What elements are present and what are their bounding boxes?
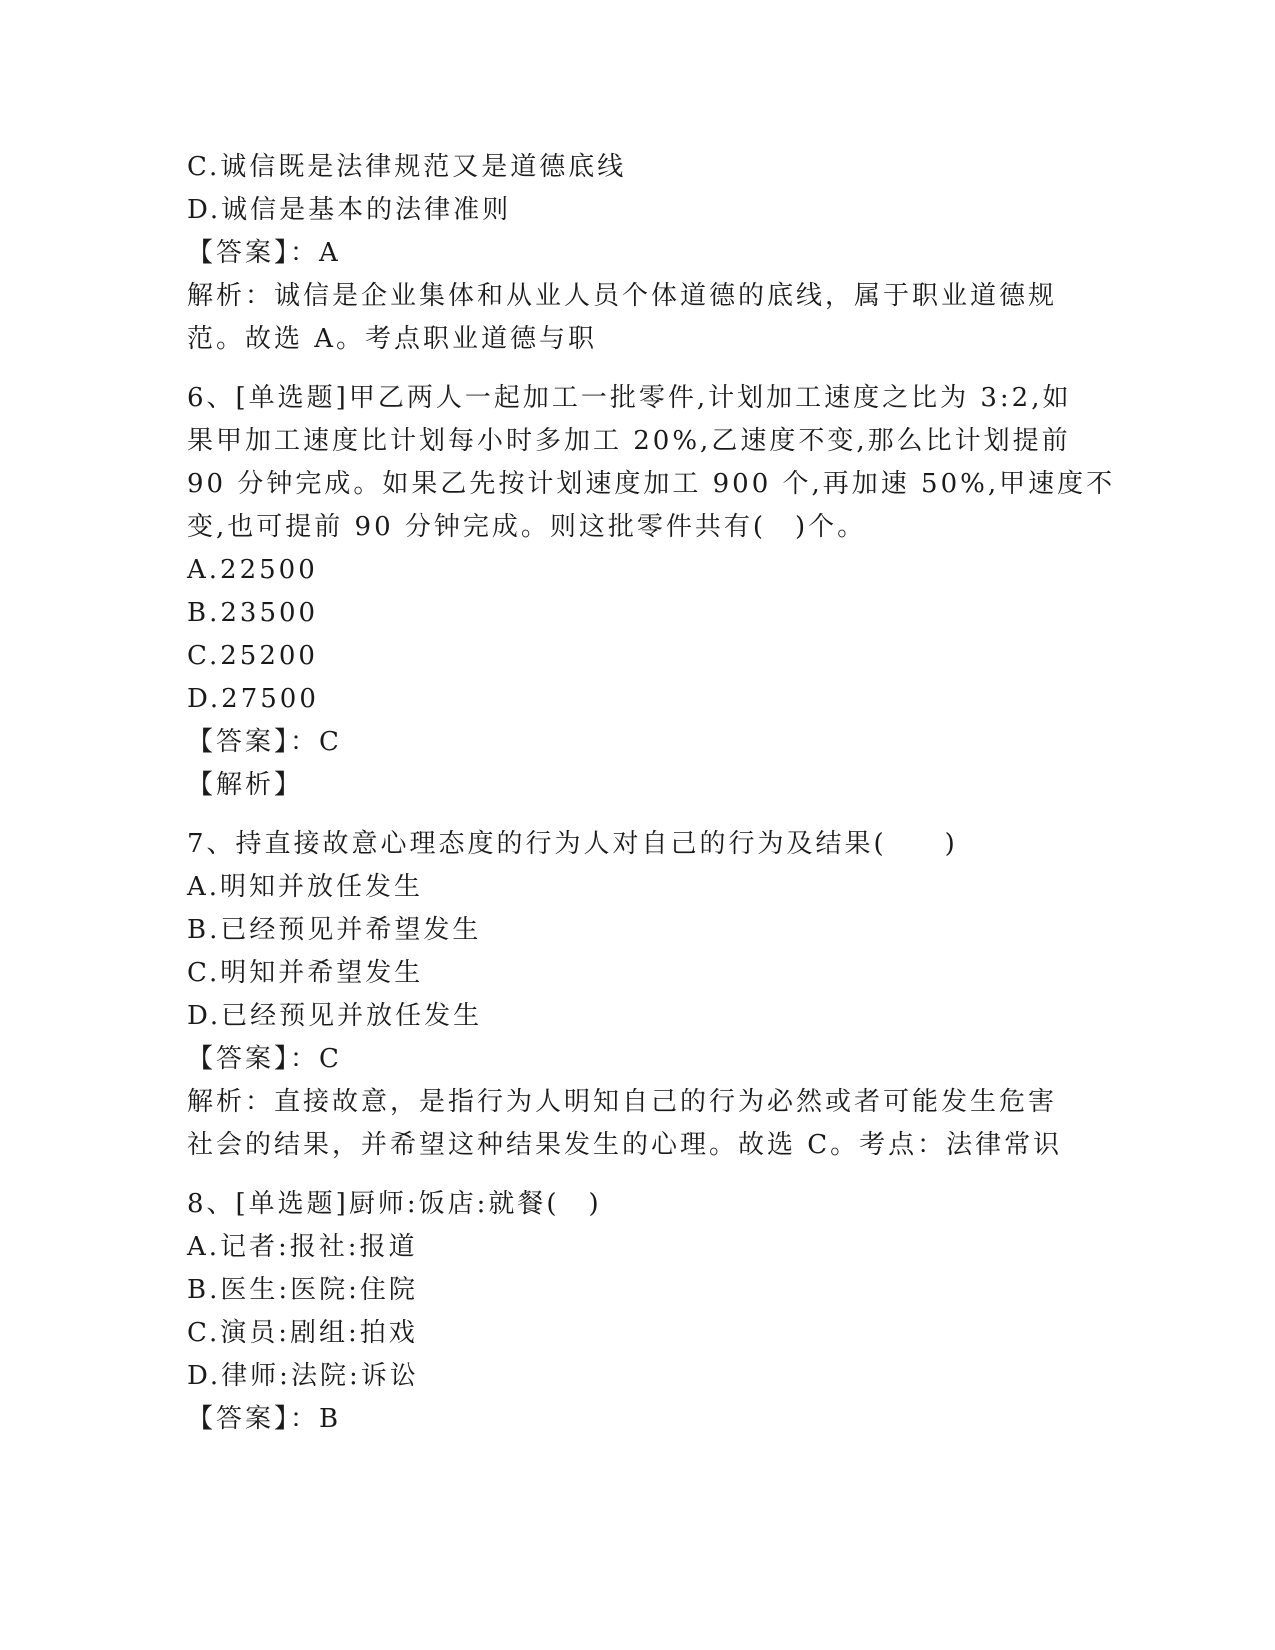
option-c: C.明知并希望发生: [187, 958, 424, 988]
option-a: A.22500: [187, 555, 318, 585]
question-stem-line: 90 分钟完成。如果乙先按计划速度加工 900 个,再加速 50%,甲速度不: [187, 469, 1116, 499]
question-stem-line: 果甲加工速度比计划每小时多加工 20%,乙速度不变,那么比计划提前: [187, 426, 1071, 456]
answer: 【答案】：C: [187, 727, 342, 757]
answer: 【答案】：B: [187, 1404, 342, 1434]
option-d: D.27500: [187, 684, 319, 714]
analysis-label: 【解析】: [187, 770, 304, 800]
option-d: D.诚信是基本的法律准则: [187, 195, 512, 225]
answer: 【答案】：A: [187, 238, 341, 268]
option-d: D.律师:法院:诉讼: [187, 1361, 419, 1391]
question-6: [187, 377, 1116, 807]
question-8: [187, 1183, 1067, 1441]
option-b: B.已经预见并希望发生: [187, 915, 482, 945]
option-c: C.25200: [187, 641, 318, 671]
analysis-line: 解析：直接故意，是指行为人明知自己的行为必然或者可能发生危害: [187, 1087, 1058, 1117]
answer: 【答案】：C: [187, 1044, 342, 1074]
analysis-line: 解析：诚信是企业集体和从业人员个体道德的底线，属于职业道德规: [187, 281, 1058, 311]
question-stem-line: 6、[单选题]甲乙两人一起加工一批零件,计划加工速度之比为 3:2,如: [187, 383, 1072, 413]
option-b: B.医生:医院:住院: [187, 1275, 418, 1305]
option-a: A.记者:报社:报道: [187, 1232, 418, 1262]
exam-page: [187, 146, 1116, 1441]
option-c: C.诚信既是法律规范又是道德底线: [187, 152, 627, 182]
question-7: [187, 823, 1067, 1167]
analysis-line: 范。故选 A。考点职业道德与职: [187, 324, 598, 354]
option-b: B.23500: [187, 598, 319, 628]
option-d: D.已经预见并放任发生: [187, 1001, 483, 1031]
question-stem: 8、[单选题]厨师:饭店:就餐( ): [187, 1189, 602, 1219]
question-stem: 7、持直接故意心理态度的行为人对自己的行为及结果( ): [187, 829, 958, 859]
question-stem-line: 变,也可提前 90 分钟完成。则这批零件共有( )个。: [187, 512, 867, 542]
option-a: A.明知并放任发生: [187, 872, 424, 902]
analysis-line: 社会的结果，并希望这种结果发生的心理。故选 C。考点：法律常识: [187, 1130, 1063, 1160]
question-5-tail: [187, 146, 1067, 361]
option-c: C.演员:剧组:拍戏: [187, 1318, 418, 1348]
